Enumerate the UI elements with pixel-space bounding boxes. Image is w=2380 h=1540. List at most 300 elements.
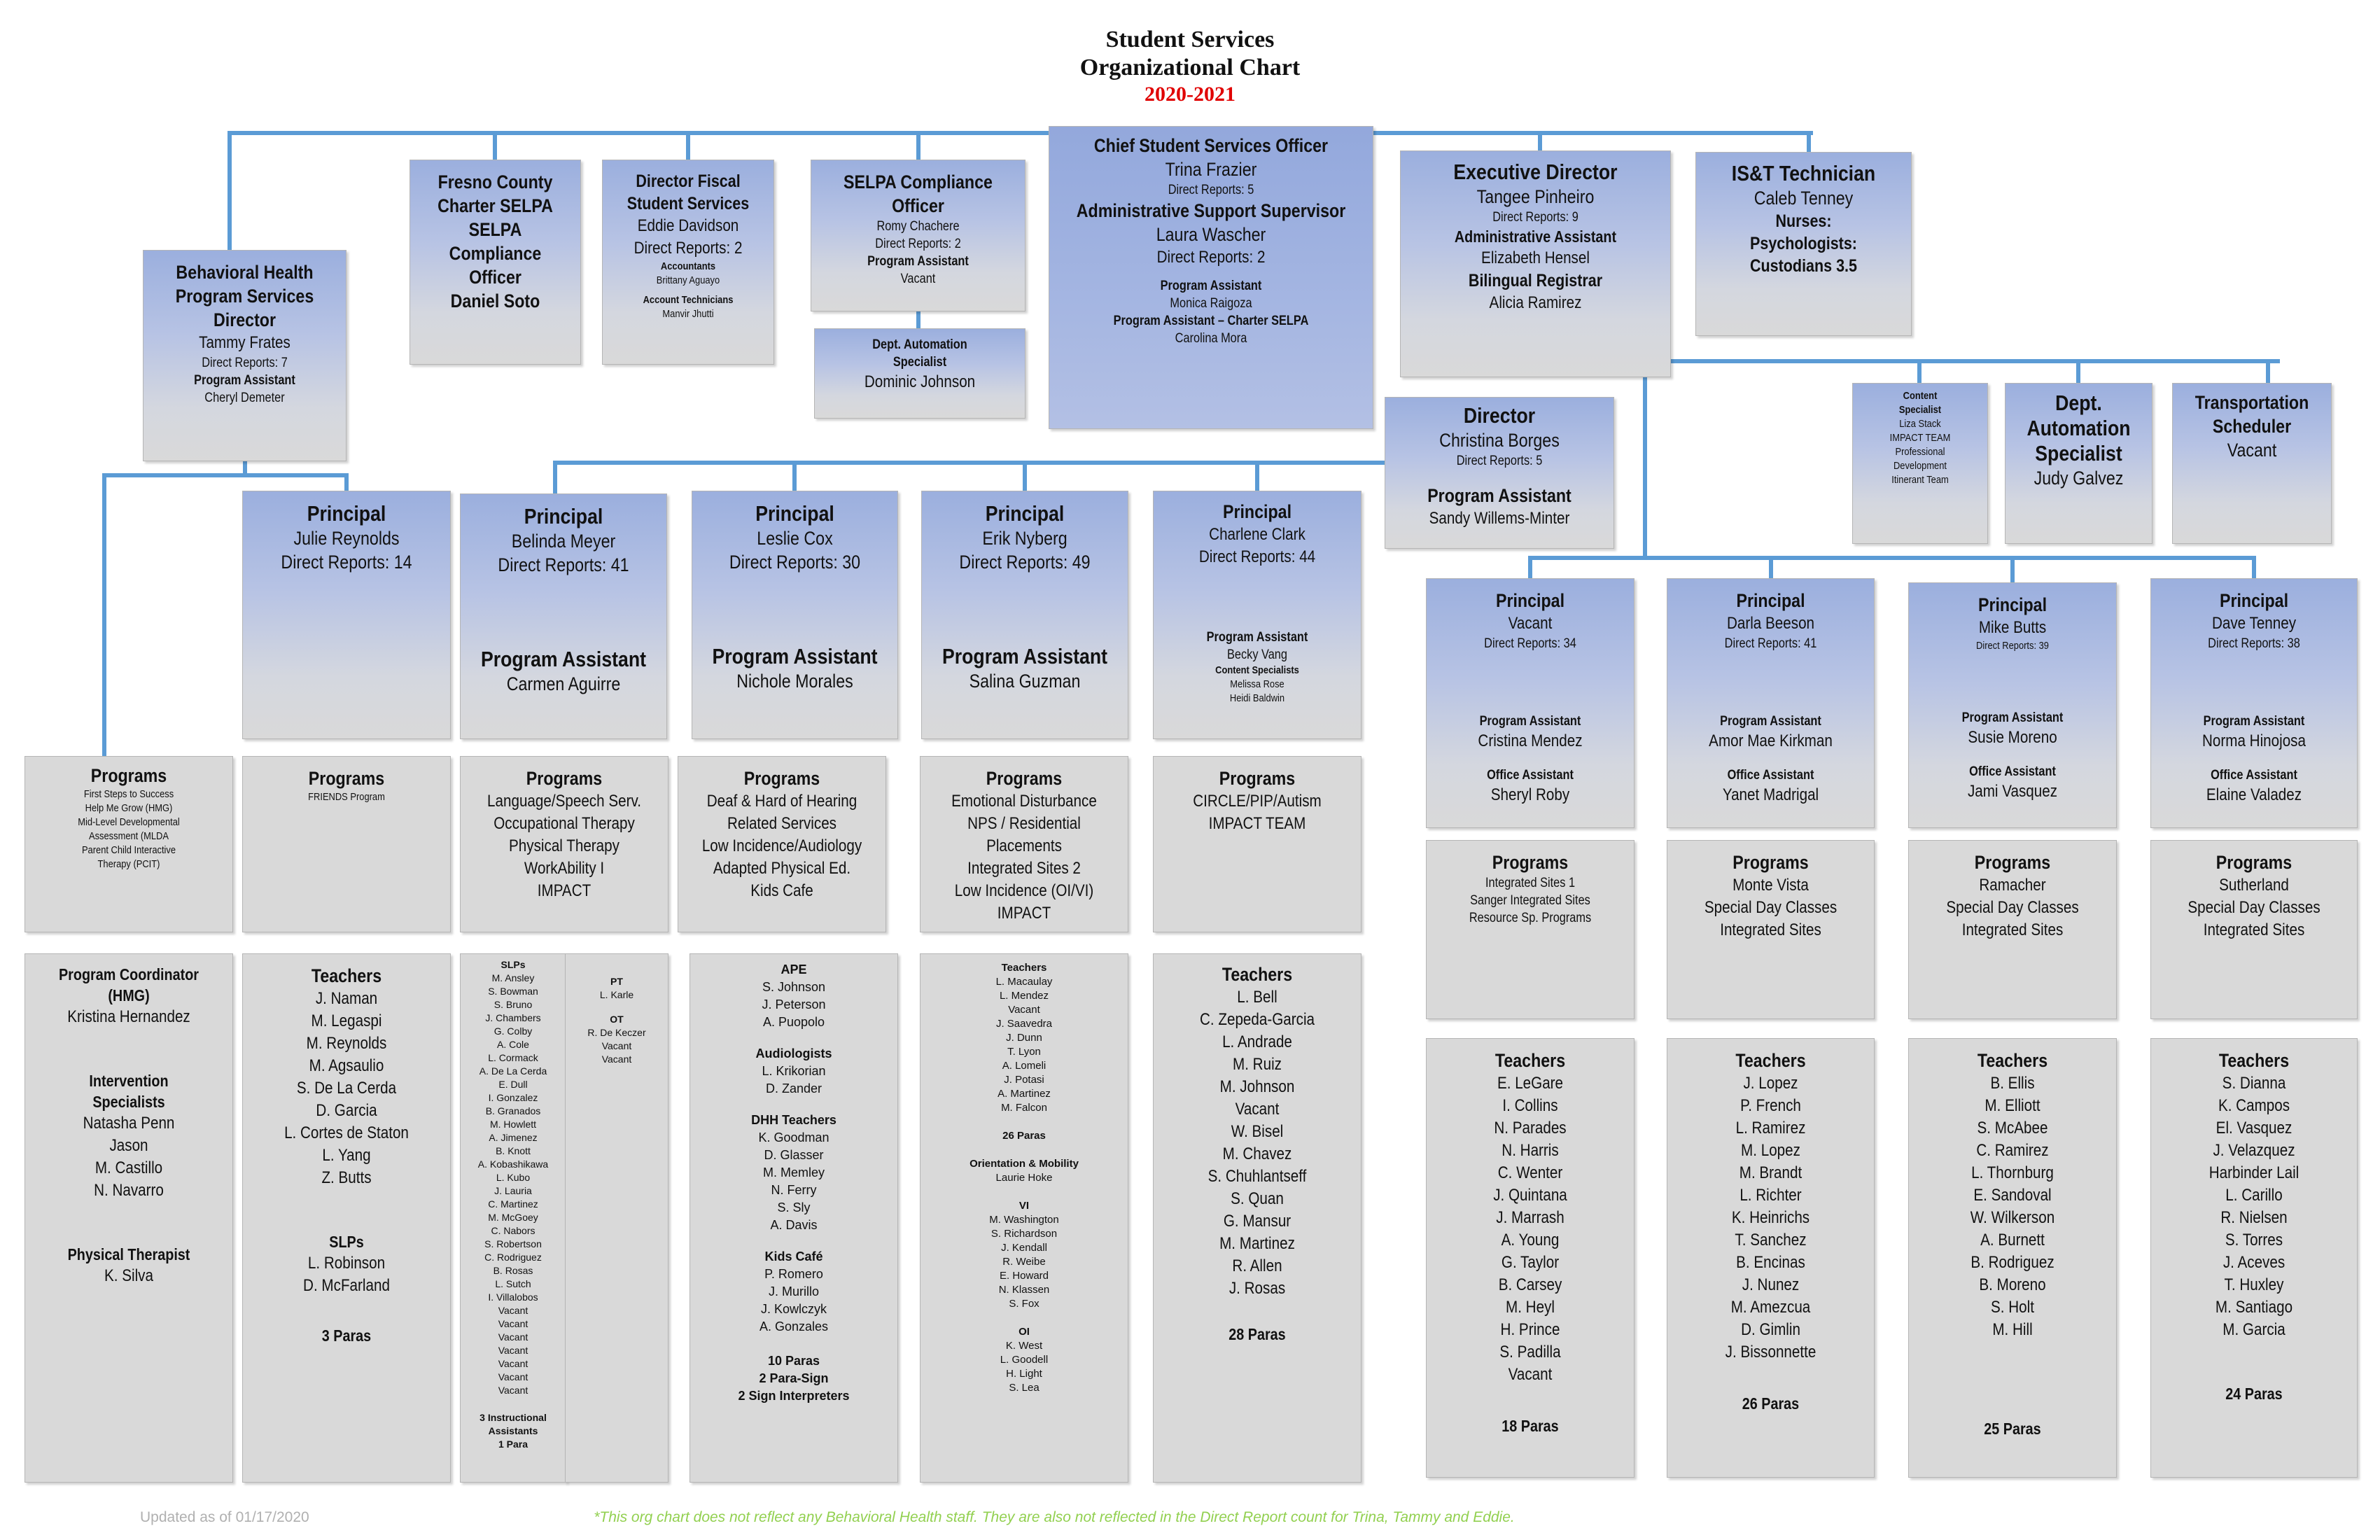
section-label: Teachers (1001, 962, 1047, 974)
position-title: Programs (1492, 852, 1569, 873)
detail-text: L. Karle (599, 989, 634, 1000)
section-label: Content (1903, 390, 1938, 402)
detail-text: Melissa Rose (1230, 678, 1284, 690)
position-title: Teachers (1977, 1050, 2048, 1071)
detail-text: Vacant (498, 1305, 528, 1316)
connector-line (553, 461, 1385, 465)
detail-text: S. Bowman (488, 986, 538, 997)
org-box-exec (1400, 150, 1671, 377)
position-title: Principal (1495, 590, 1565, 611)
section-label: Office Assistant (1727, 768, 1814, 783)
position-title: Teachers (1222, 964, 1293, 985)
detail-text: J. Lauria (494, 1185, 532, 1196)
org-box-st-dave (2150, 1038, 2358, 1478)
org-box-pg-bh (24, 756, 233, 932)
detail-text: D. Garcia (316, 1101, 377, 1120)
detail-text: Vacant (601, 1040, 632, 1051)
position-title: Administrative Support Supervisor (1076, 200, 1346, 221)
section-label: Intervention (89, 1072, 169, 1090)
detail-text: M. McGoey (488, 1212, 538, 1223)
section-label: VI (1018, 1200, 1030, 1212)
detail-text: A. Gonzales (759, 1320, 829, 1334)
detail-text: Natasha Penn (83, 1114, 175, 1133)
position-title: Daniel Soto (450, 290, 540, 312)
section-label: Specialist (1898, 404, 1942, 416)
org-box-pg-leslie (678, 756, 886, 932)
person-name: Tangee Pinheiro (1476, 186, 1595, 207)
detail-text: Deaf & Hard of Hearing (706, 792, 858, 811)
connector-line (553, 461, 557, 493)
detail-text: Becky Vang (1227, 648, 1287, 662)
connector-line (1528, 556, 1532, 578)
detail-text: Norma Hinojosa (2202, 732, 2306, 750)
detail-text: M. Falcon (1001, 1102, 1047, 1114)
connector-line (227, 131, 1813, 135)
position-title: Director (1463, 403, 1536, 428)
detail-text: Sheryl Roby (1490, 785, 1570, 804)
position-title: Custodians 3.5 (1750, 256, 1857, 276)
section-label: Account Technicians (643, 294, 734, 306)
section-label: Office Assistant (2211, 768, 2297, 783)
connector-line (1671, 359, 2280, 363)
detail-text: T. Sanchez (1735, 1231, 1807, 1250)
detail-text: M. Johnson (1219, 1077, 1295, 1096)
detail-text: Cheryl Demeter (204, 391, 285, 405)
detail-text: K. Heinrichs (1731, 1208, 1810, 1227)
detail-text: C. Ramirez (1976, 1141, 2049, 1160)
position-title: Program Assistant (941, 644, 1108, 668)
detail-text: G. Mansur (1223, 1212, 1292, 1231)
position-title: Teachers (1494, 1050, 1566, 1071)
position-title: Specialist (2035, 441, 2122, 465)
position-title: Programs (743, 768, 820, 789)
detail-text: M. Brandt (1739, 1163, 1802, 1182)
org-box-selpa (811, 160, 1026, 312)
detail-text: W. Wilkerson (1970, 1208, 2055, 1227)
detail-text: A. Davis (770, 1218, 818, 1232)
detail-text: Carolina Mora (1175, 331, 1247, 346)
section-label: Assistants (488, 1425, 538, 1436)
detail-text: A. Cole (497, 1039, 529, 1050)
position-title: Principal (1736, 590, 1805, 611)
detail-text: Manvir Jhutti (662, 308, 714, 320)
detail-text: Integrated Sites 1 (1485, 876, 1576, 890)
detail-text: B. Encinas (1736, 1253, 1805, 1272)
section-label: Specialist (892, 355, 947, 370)
detail-text: J. Kendall (1001, 1242, 1047, 1254)
connector-line (792, 461, 797, 491)
section-label: Kids Café (764, 1250, 823, 1264)
detail-text: L. Ramirez (1735, 1119, 1806, 1138)
detail-text: K. Campos (2218, 1096, 2290, 1115)
detail-text: M. Castillo (94, 1158, 163, 1177)
detail-text: Special Day Classes (1946, 898, 2079, 917)
position-title: Principal (755, 501, 834, 526)
detail-text: Tammy Frates (199, 333, 290, 352)
position-title: Programs (1732, 852, 1809, 873)
org-box-p-julie (242, 491, 451, 739)
section-label: Program Assistant (867, 254, 969, 269)
org-box-dept-auto2 (2005, 383, 2152, 544)
detail-text: Direct Reports: 39 (1976, 640, 2049, 652)
detail-text: I. Villalobos (488, 1292, 538, 1303)
section-label: Program Assistant (2203, 714, 2305, 729)
detail-text: I. Collins (1502, 1096, 1558, 1115)
detail-text: L. Richter (1740, 1186, 1802, 1205)
detail-text: Mike Butts (1978, 618, 2047, 637)
detail-text: Vacant (498, 1345, 528, 1356)
detail-text: NPS / Residential (967, 814, 1081, 833)
connector-line (1538, 131, 1542, 150)
detail-text: Liza Stack (1899, 418, 1941, 430)
connector-line (227, 131, 232, 250)
detail-text: Sutherland (2219, 876, 2289, 895)
position-title: Executive Director (1453, 160, 1618, 184)
org-box-chief (1049, 126, 1373, 429)
detail-text: S. Robertson (484, 1238, 542, 1250)
section-label: Accountants (660, 260, 716, 272)
detail-text: A. Puopolo (762, 1015, 825, 1029)
detail-text: R. Allen (1232, 1256, 1282, 1275)
detail-text: B. Rosas (493, 1265, 533, 1276)
section-label: Office Assistant (1487, 768, 1574, 783)
detail-text: Integrated Sites (1720, 920, 1821, 939)
detail-text: Jami Vasquez (1967, 782, 2058, 801)
detail-text: J. Kowlczyk (760, 1302, 827, 1316)
detail-text: H. Light (1006, 1368, 1042, 1380)
person-name: Direct Reports: 14 (281, 552, 412, 573)
org-box-st-mike (1908, 1038, 2117, 1478)
detail-text: Yanet Madrigal (1722, 785, 1819, 804)
connector-line (1643, 377, 1647, 560)
detail-text: M. Chavez (1222, 1144, 1292, 1163)
detail-text: P. French (1740, 1096, 1801, 1115)
section-label: Program Assistant (1961, 710, 2064, 725)
detail-text: Amor Mae Kirkman (1709, 732, 1833, 750)
detail-text: Direct Reports: 5 (1168, 183, 1254, 197)
detail-text: Alicia Ramirez (1489, 293, 1582, 312)
org-box-pg-darla (1667, 840, 1875, 1019)
org-box-fresno (410, 160, 581, 365)
detail-text: Direct Reports: 38 (2208, 636, 2300, 651)
detail-text: L. Bell (1237, 988, 1278, 1007)
detail-text: Monica Raigoza (1170, 296, 1252, 311)
position-title: Programs (2216, 852, 2292, 873)
org-box-pg-charlene (1153, 756, 1362, 932)
detail-text: Direct Reports: 2 (875, 237, 961, 251)
section-label: SLPs (500, 959, 526, 970)
org-box-st-julie (242, 953, 451, 1483)
org-box-fiscal (602, 160, 774, 365)
detail-text: Vacant (498, 1371, 528, 1382)
detail-text: L. Goodell (1000, 1354, 1049, 1366)
detail-text: IMPACT TEAM (1889, 432, 1951, 444)
detail-text: M. Ruiz (1233, 1055, 1282, 1074)
section-label: Content Specialists (1215, 664, 1299, 676)
detail-text: Vacant (900, 272, 936, 286)
section-label: OI (1018, 1326, 1030, 1338)
org-box-transport (2172, 383, 2332, 544)
position-title: Transportation (2194, 392, 2309, 413)
person-name: Belinda Meyer (511, 531, 616, 552)
section-label: Program Assistant (1720, 714, 1821, 729)
detail-text: Sandy Willems-Minter (1429, 509, 1570, 528)
detail-text: J. Rosas (1228, 1279, 1286, 1298)
person-name: Laura Wascher (1156, 224, 1266, 245)
detail-text: Emotional Disturbance (951, 792, 1097, 811)
connector-line (1528, 556, 2256, 560)
section-label: DHH Teachers (751, 1113, 836, 1127)
detail-text: L. Cormack (488, 1052, 538, 1063)
detail-text: Direct Reports: 2 (634, 239, 743, 258)
detail-text: J. Quintana (1493, 1186, 1567, 1205)
detail-text: Mid-Level Developmental (78, 816, 180, 828)
detail-text: M. Amezcua (1730, 1298, 1811, 1317)
section-label: Program Coordinator (58, 965, 200, 983)
section-label: OT (610, 1014, 624, 1025)
detail-text: E. LeGare (1497, 1074, 1564, 1093)
detail-text: S. De La Cerda (296, 1079, 397, 1098)
detail-text: Low Incidence/Audiology (701, 836, 862, 855)
position-title: Programs (986, 768, 1063, 789)
section-label: 24 Paras (2225, 1385, 2283, 1403)
section-label: Program Assistant (1160, 279, 1262, 293)
detail-text: E. Dull (498, 1079, 528, 1090)
section-label: SLPs (329, 1233, 364, 1251)
person-name: Direct Reports: 30 (729, 552, 861, 573)
detail-text: Direct Reports: 34 (1484, 636, 1576, 651)
detail-text: R. De Keczer (587, 1027, 646, 1038)
position-title: Psychologists: (1750, 234, 1857, 253)
connector-line (2076, 359, 2080, 383)
detail-text: Elizabeth Hensel (1481, 248, 1590, 267)
detail-text: Romy Chachere (876, 219, 960, 234)
position-title: Programs (1974, 852, 2051, 873)
detail-text: Direct Reports: 2 (1156, 248, 1266, 267)
detail-text: M. Agsaulio (309, 1056, 384, 1075)
detail-text: Professional (1895, 446, 1945, 458)
detail-text: Darla Beeson (1726, 614, 1815, 633)
detail-text: N. Klassen (998, 1284, 1050, 1296)
detail-text: T. Huxley (2224, 1275, 2284, 1294)
position-title: Scheduler (2212, 416, 2292, 437)
org-box-p-erik (921, 491, 1128, 739)
detail-text: C. Nabors (491, 1225, 536, 1236)
detail-text: W. Bisel (1231, 1122, 1284, 1141)
position-title: Nurses: (1775, 211, 1832, 231)
detail-text: L. Krikorian (762, 1064, 826, 1078)
detail-text: M. Legaspi (311, 1011, 382, 1030)
detail-text: Vacant (498, 1318, 528, 1329)
org-box-pg-mike (1908, 840, 2117, 1019)
person-name: Christina Borges (1439, 430, 1560, 451)
detail-text: Therapy (PCIT) (97, 858, 160, 870)
person-name: Erik Nyberg (982, 528, 1068, 549)
detail-text: Kristina Hernandez (67, 1007, 190, 1026)
section-label: Audiologists (755, 1046, 832, 1060)
org-box-st-leslie (690, 953, 898, 1483)
person-name: Salina Guzman (969, 671, 1081, 692)
detail-text: Related Services (727, 814, 837, 833)
connector-line (1023, 461, 1027, 491)
detail-text: Z. Butts (321, 1168, 372, 1187)
detail-text: Susie Moreno (1968, 728, 2057, 747)
detail-text: Laurie Hoke (995, 1172, 1053, 1184)
section-label: 1 Para (498, 1438, 528, 1450)
detail-text: A. Young (1501, 1231, 1560, 1250)
detail-text: A. De La Cerda (479, 1065, 547, 1077)
detail-text: Integrated Sites 2 (967, 859, 1081, 878)
detail-text: Kids Cafe (750, 881, 813, 900)
detail-text: M. Heyl (1506, 1298, 1555, 1317)
section-label: Program Assistant (1479, 714, 1581, 729)
position-title: Automation (2026, 416, 2131, 440)
position-title: Compliance (449, 243, 542, 264)
connector-line (2252, 556, 2256, 578)
detail-text: L. Kubo (496, 1172, 531, 1183)
detail-text: Monte Vista (1732, 876, 1809, 895)
detail-text: J. Velazquez (2213, 1141, 2295, 1160)
detail-text: Itinerant Team (1891, 474, 1949, 486)
connector-line (2010, 556, 2015, 582)
detail-text: B. Carsey (1498, 1275, 1562, 1294)
org-box-st-charlene (1153, 953, 1362, 1483)
detail-text: B. Moreno (1979, 1275, 2046, 1294)
detail-text: L. Cortes de Staton (284, 1124, 409, 1142)
position-title: Director Fiscal (636, 172, 741, 191)
detail-text: G. Taylor (1501, 1253, 1560, 1272)
connector-line (1807, 131, 1811, 152)
org-box-pg-belinda (460, 756, 668, 932)
detail-text: S. Torres (2225, 1231, 2283, 1250)
connector-line (916, 312, 920, 328)
detail-text: Resource Sp. Programs (1469, 911, 1592, 925)
section-label: 26 Paras (1742, 1394, 1800, 1413)
detail-text: J. Aceves (2222, 1253, 2286, 1272)
detail-text: M. Martinez (1219, 1234, 1295, 1253)
detail-text: IMPACT (537, 881, 592, 900)
detail-text: K. West (1005, 1340, 1043, 1352)
detail-text: A. Jimenez (489, 1132, 538, 1143)
position-title: Program Services (175, 286, 314, 307)
detail-text: Cristina Mendez (1478, 732, 1583, 750)
position-title: Teachers (311, 965, 382, 986)
detail-text: L. Sutch (495, 1278, 531, 1289)
person-name: Carmen Aguirre (506, 673, 621, 694)
detail-text: WorkAbility I (524, 859, 605, 878)
section-label: 18 Paras (1502, 1417, 1559, 1435)
detail-text: S. Chuhlantseff (1208, 1167, 1307, 1186)
detail-text: M. Howlett (489, 1119, 537, 1130)
detail-text: S. Johnson (762, 980, 826, 994)
detail-text: C. Martinez (488, 1198, 538, 1210)
detail-text: Integrated Sites (2203, 920, 2305, 939)
detail-text: CIRCLE/PIP/Autism (1193, 792, 1322, 811)
detail-text: Brittany Aguayo (656, 274, 720, 286)
detail-text: S. Dianna (2222, 1074, 2286, 1093)
detail-text: N. Parades (1494, 1119, 1567, 1138)
detail-text: L. Robinson (307, 1254, 386, 1273)
position-title: Program Assistant (480, 647, 647, 671)
section-label: APE (780, 962, 807, 976)
connector-line (2266, 359, 2270, 383)
position-title: Teachers (2218, 1050, 2290, 1071)
section-label: 3 Instructional (479, 1412, 547, 1423)
detail-text: R. Nielsen (2220, 1208, 2288, 1227)
detail-text: D. Zander (765, 1082, 822, 1096)
detail-text: First Steps to Success (83, 788, 174, 800)
detail-text: Charlene Clark (1209, 525, 1306, 544)
position-title: Fresno County (438, 172, 553, 192)
position-title: Charter SELPA (438, 195, 553, 216)
org-box-p-leslie (692, 491, 898, 739)
position-title: Principal (1222, 501, 1292, 522)
detail-text: I. Gonzalez (488, 1092, 538, 1103)
detail-text: J. Dunn (1006, 1032, 1042, 1044)
position-title: Bilingual Registrar (1468, 271, 1603, 290)
detail-text: Low Incidence (OI/VI) (954, 881, 1094, 900)
detail-text: N. Ferry (771, 1183, 817, 1197)
section-label: 28 Paras (1228, 1325, 1286, 1343)
detail-text: J. Marrash (1496, 1208, 1564, 1227)
detail-text: J. Potasi (1004, 1074, 1044, 1086)
org-box-pg-dave (2150, 840, 2358, 1019)
detail-text: E. Howard (999, 1270, 1049, 1282)
detail-text: L. Andrade (1222, 1032, 1292, 1051)
detail-text: M. Garcia (2222, 1320, 2286, 1339)
detail-text: M. Hill (1992, 1320, 2033, 1339)
position-title: Officer (892, 195, 944, 216)
section-label: Program Assistant (1206, 630, 1308, 645)
detail-text: M. Reynolds (306, 1034, 387, 1053)
detail-text: FRIENDS Program (308, 791, 385, 803)
person-name: Vacant (2227, 440, 2277, 461)
detail-text: S. Quan (1231, 1189, 1284, 1208)
detail-text: M. Elliott (1984, 1096, 2040, 1115)
detail-text: J. Chambers (485, 1012, 541, 1023)
chart-title: Student Services (1105, 27, 1275, 52)
detail-text: Vacant (1508, 614, 1553, 633)
detail-text: M. Washington (989, 1214, 1059, 1226)
detail-text: K. Silva (104, 1266, 153, 1285)
detail-text: IMPACT (997, 904, 1051, 923)
position-title: Officer (469, 267, 522, 288)
section-label: Dept. Automation (872, 337, 967, 352)
detail-text: L. Carillo (2225, 1186, 2283, 1205)
person-name: Trina Frazier (1165, 159, 1257, 180)
detail-text: Physical Therapy (509, 836, 620, 855)
detail-text: Jason (109, 1136, 148, 1155)
org-box-pg-erik (920, 756, 1128, 932)
detail-text: M. Ansley (491, 972, 535, 983)
connector-line (344, 473, 349, 491)
connector-line (102, 473, 349, 477)
detail-text: Direct Reports: 44 (1198, 547, 1316, 566)
detail-text: E. Sandoval (1973, 1186, 2052, 1205)
detail-text: C. Wenter (1497, 1163, 1563, 1182)
updated-date: Updated as of 01/17/2020 (140, 1509, 309, 1525)
org-box-content (1852, 383, 1988, 544)
org-box-st-darla (1667, 1038, 1875, 1478)
position-title: IS&T Technician (1731, 161, 1876, 186)
org-box-p-dave (2150, 578, 2358, 828)
chart-year: 2020-2021 (1144, 83, 1236, 106)
section-label: Program Assistant (194, 373, 295, 388)
detail-text: S. Richardson (990, 1228, 1058, 1240)
detail-text: M. Santiago (2215, 1298, 2293, 1317)
detail-text: Integrated Sites (1961, 920, 2064, 939)
detail-text: Language/Speech Serv. (487, 792, 641, 811)
